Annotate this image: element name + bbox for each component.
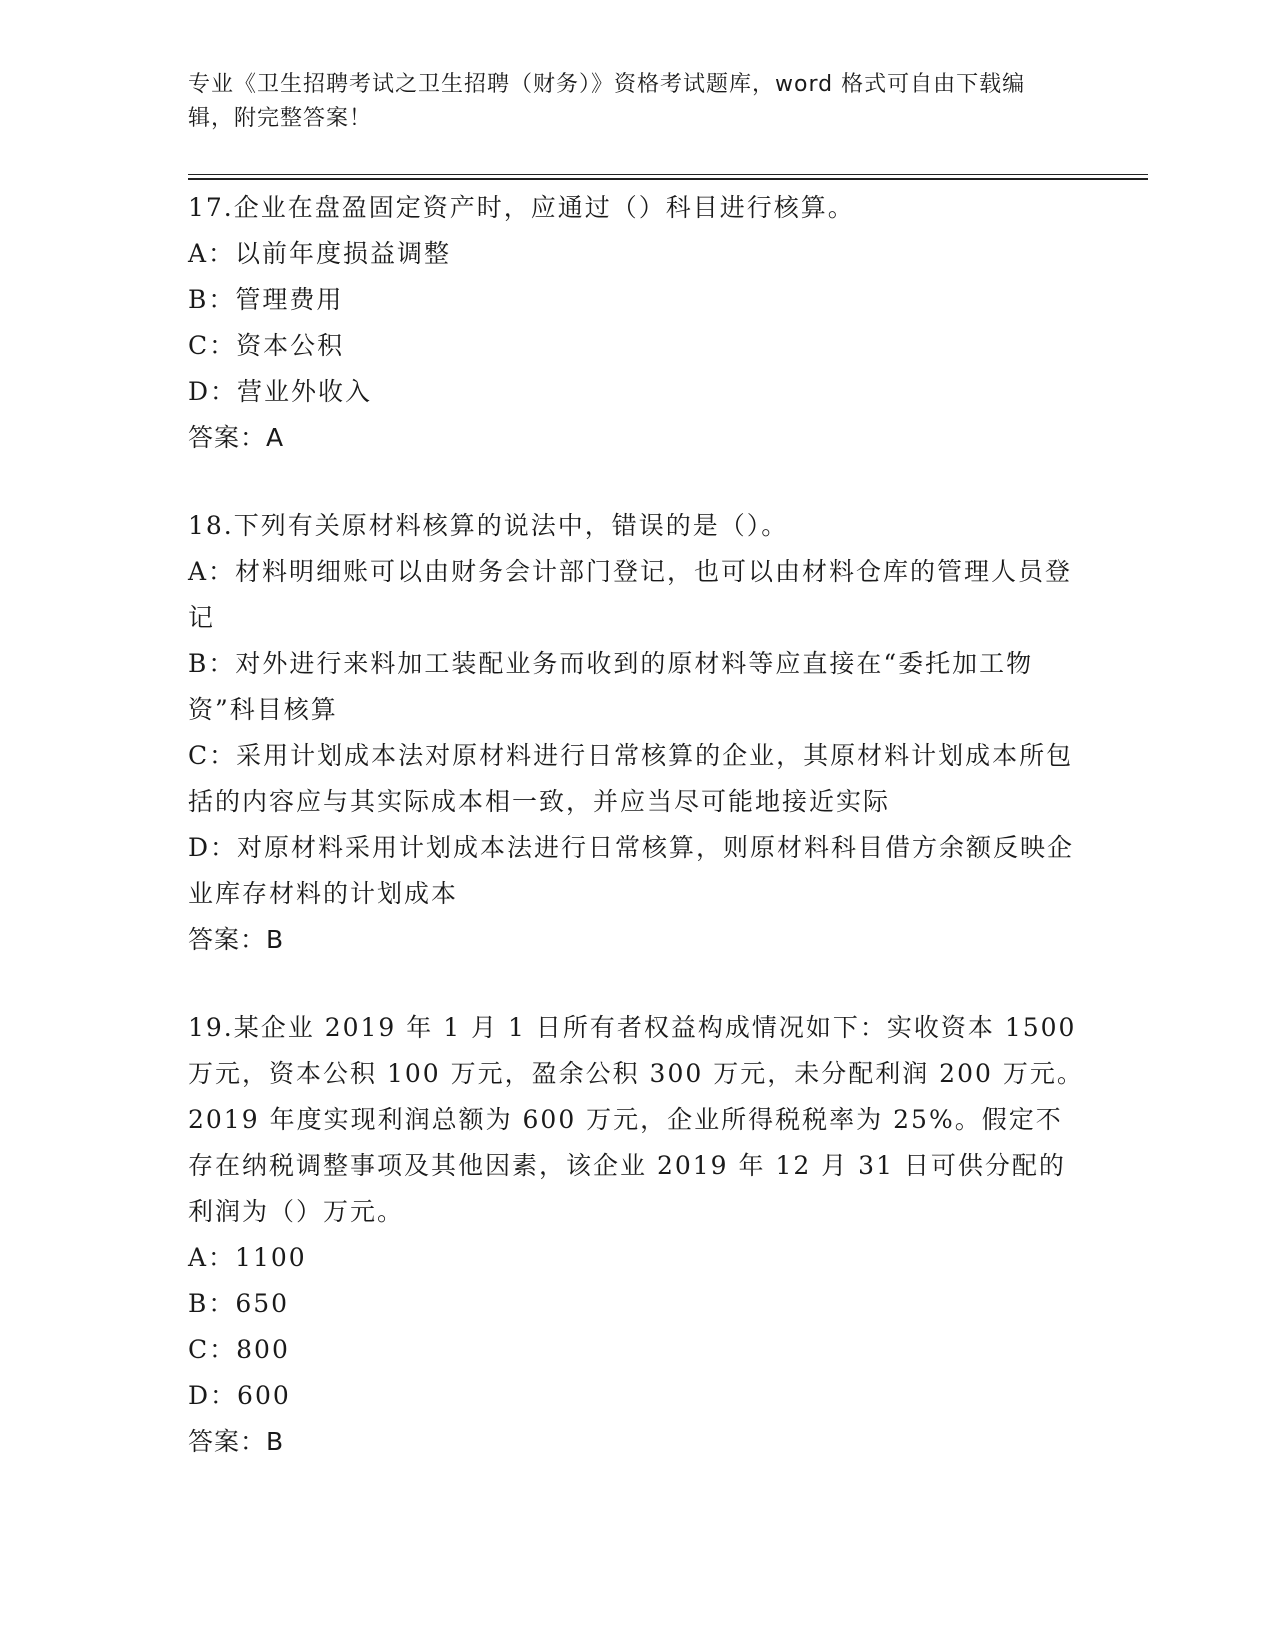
option-b: B：对外进行来料加工装配业务而收到的原材料等应直接在“委托加工物资”科目核算 [188,649,1034,724]
option-d: D：营业外收入 [188,377,373,406]
header-divider-thick [188,178,1148,180]
header-divider-thin [188,174,1148,175]
question-stem: 19.某企业 2019 年 1 月 1 日所有者权益构成情况如下：实收资本 1500 万元，资本公积 100 万元，盈余公积 300 万元，未分配利润 200 万元。2019 年度实现利润总额为 600 万元，企业所得税税率为 25%。假定不存在纳税调整事项及其他因素，该企业 2019 年 12 月 31 日可供分配的利润为（）万元。 [188,1013,1084,1226]
option-b: B：650 [188,1289,290,1318]
question-stem: 17.企业在盘盈固定资产时，应通过（）科目进行核算。 [188,193,855,222]
option-d: D：对原材料采用计划成本法进行日常核算，则原材料科目借方余额反映企业库存材料的计划成本 [188,833,1075,908]
question-stem: 18.下列有关原材料核算的说法中，错误的是（）。 [188,511,789,540]
question-19 [188,1005,1088,1465]
question-list [188,185,1088,1465]
answer-line: 答案：B [188,925,285,954]
option-c: C：800 [188,1335,290,1364]
option-a: A：以前年度损益调整 [188,239,452,268]
document-header: 专业《卫生招聘考试之卫生招聘（财务）》资格考试题库，word 格式可自由下载编辑，附完整答案！ [188,72,1026,131]
document-page [188,68,1148,1456]
question-18 [188,503,1088,963]
option-a: A：1100 [188,1243,307,1272]
option-b: B：管理费用 [188,285,344,314]
option-a: A：材料明细账可以由财务会计部门登记，也可以由材料仓库的管理人员登记 [188,557,1073,632]
option-d: D：600 [188,1381,291,1410]
option-c: C：资本公积 [188,331,345,360]
answer-line: 答案：A [188,423,285,452]
question-17 [188,185,1088,461]
option-c: C：采用计划成本法对原材料进行日常核算的企业，其原材料计划成本所包括的内容应与其实际成本相一致，并应当尽可能地接近实际 [188,741,1074,816]
answer-line: 答案：B [188,1427,285,1456]
